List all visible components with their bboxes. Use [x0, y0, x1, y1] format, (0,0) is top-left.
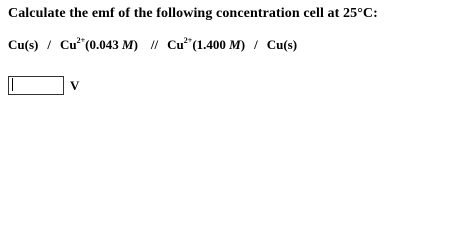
cathode-metal: Cu(s) — [266, 37, 298, 52]
question-text: Calculate the emf of the following concentration cell at 25°C: — [8, 6, 378, 21]
cell-notation — [8, 37, 297, 53]
text-caret — [12, 78, 13, 91]
cathode-ion: $Cu^{2+}(1.400$ M) — [167, 36, 246, 52]
answer-field-wrap — [8, 76, 64, 95]
anode-ion: $Cu^{2+}(0.043$ M) — [59, 36, 138, 52]
anode-metal: Cu(s) — [8, 37, 39, 52]
salt-bridge: // — [150, 37, 159, 52]
answer-input[interactable] — [8, 76, 64, 95]
answer-unit: V — [70, 77, 80, 93]
phase-separator: / — [254, 37, 258, 52]
phase-separator: / — [47, 37, 51, 52]
answer-row — [8, 76, 79, 95]
